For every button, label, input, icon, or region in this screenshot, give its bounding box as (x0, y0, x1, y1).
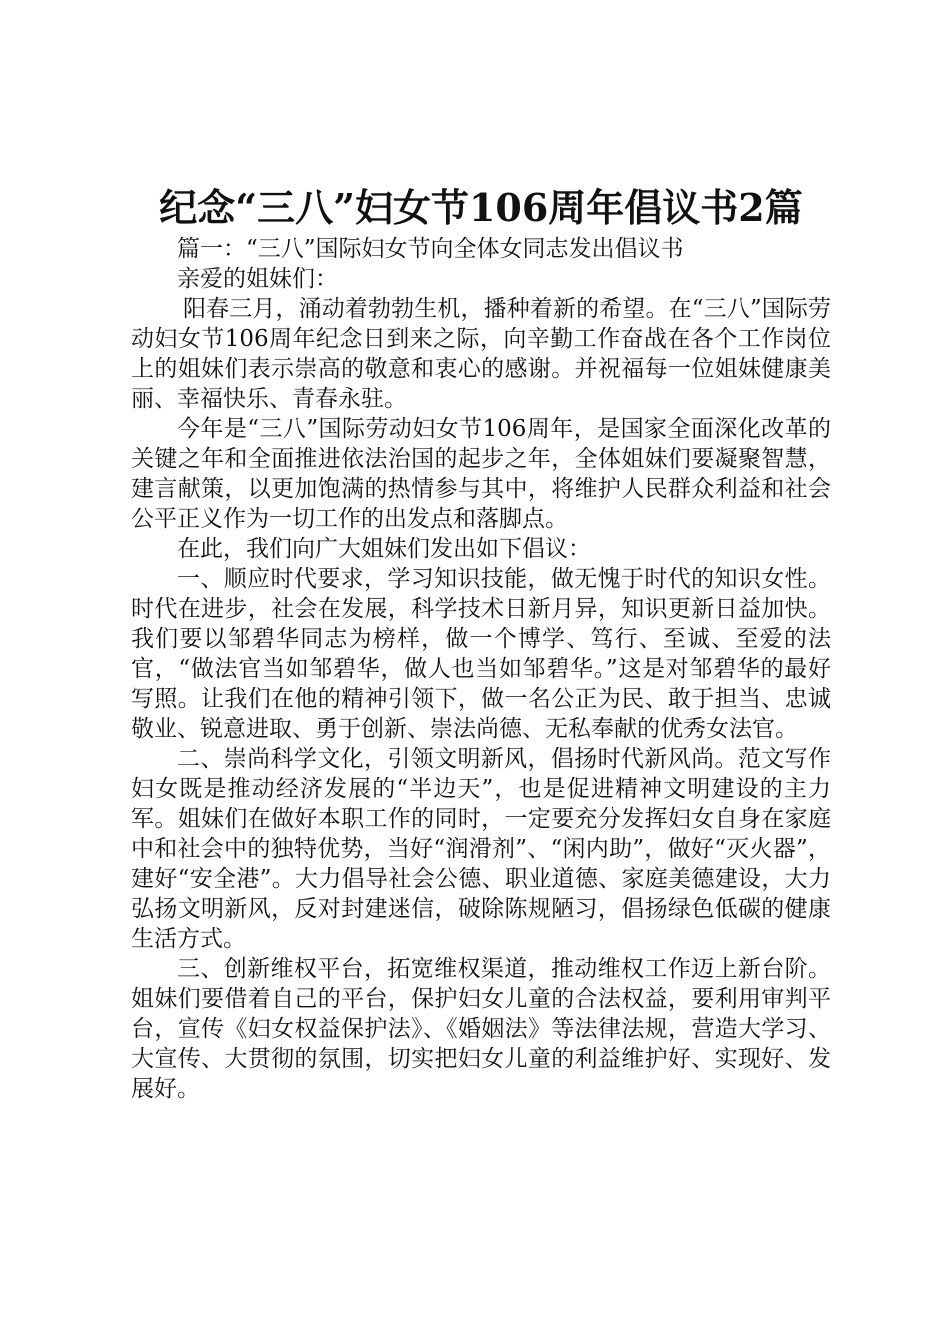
paragraph: 今年是“三八”国际劳动妇女节106周年，是国家全面深化改革的关键之年和全面推进依法治国的起步之年，全体姐妹们要凝聚智慧，建言献策，以更加饱满的热情参与其中，将维护人民群众利益和社会公平正义作为一切工作的出发点和落脚点。 (131, 416, 831, 532)
document-subtitle: 篇一：“三八”国际妇女节向全体女同志发出倡议书 (177, 236, 684, 262)
document-page (131, 182, 831, 1104)
document-title: 纪念“三八”妇女节106周年倡议书2篇 (159, 185, 803, 230)
paragraph: 在此，我们向广大姐妹们发出如下倡议： (177, 536, 591, 562)
paragraph: 一、顺应时代要求，学习知识技能，做无愧于时代的知识女性。时代在进步，社会在发展，科学技术日新月异，知识更新日益加快。我们要以邹碧华同志为榜样，做一个博学、笃行、至诚、至爱的法官，“做法官当如邹碧华，做人也当如邹碧华。”这是对邹碧华的最好写照。让我们在他的精神引领下，做一名公正为民、敢于担当、忠诚敬业、锐意进取、勇于创新、崇法尚德、无私奉献的优秀女法官。 (131, 566, 831, 742)
salutation: 亲爱的姐妹们： (177, 266, 338, 292)
paragraph: 阳春三月，涌动着勃勃生机，播种着新的希望。在“三八”国际劳动妇女节106周年纪念日到来之际，向辛勤工作奋战在各个工作岗位上的姐妹们表示崇高的敬意和衷心的感谢。并祝福每一位姐妹健康美丽、幸福快乐、青春永驻。 (131, 296, 831, 412)
paragraph: 二、崇尚科学文化，引领文明新风，倡扬时代新风尚。范文写作妇女既是推动经济发展的“半边天”，也是促进精神文明建设的主力军。姐妹们在做好本职工作的同时，一定要充分发挥妇女自身在家庭中和社会中的独特优势，当好“润滑剂”、“闲内助”，做好“灭火器”，建好“安全港”。大力倡导社会公德、职业道德、家庭美德建设，大力弘扬文明新风，反对封建迷信，破除陈规陋习，倡扬绿色低碳的健康生活方式。 (131, 746, 831, 952)
paragraph: 三、创新维权平台，拓宽维权渠道，推动维权工作迈上新台阶。姐妹们要借着自己的平台，保护妇女儿童的合法权益，要利用审判平台，宣传《妇女权益保护法》、《婚姻法》等法律法规，营造大学习、大宣传、大贯彻的氛围，切实把妇女儿童的利益维护好、实现好、发展好。 (131, 956, 831, 1102)
